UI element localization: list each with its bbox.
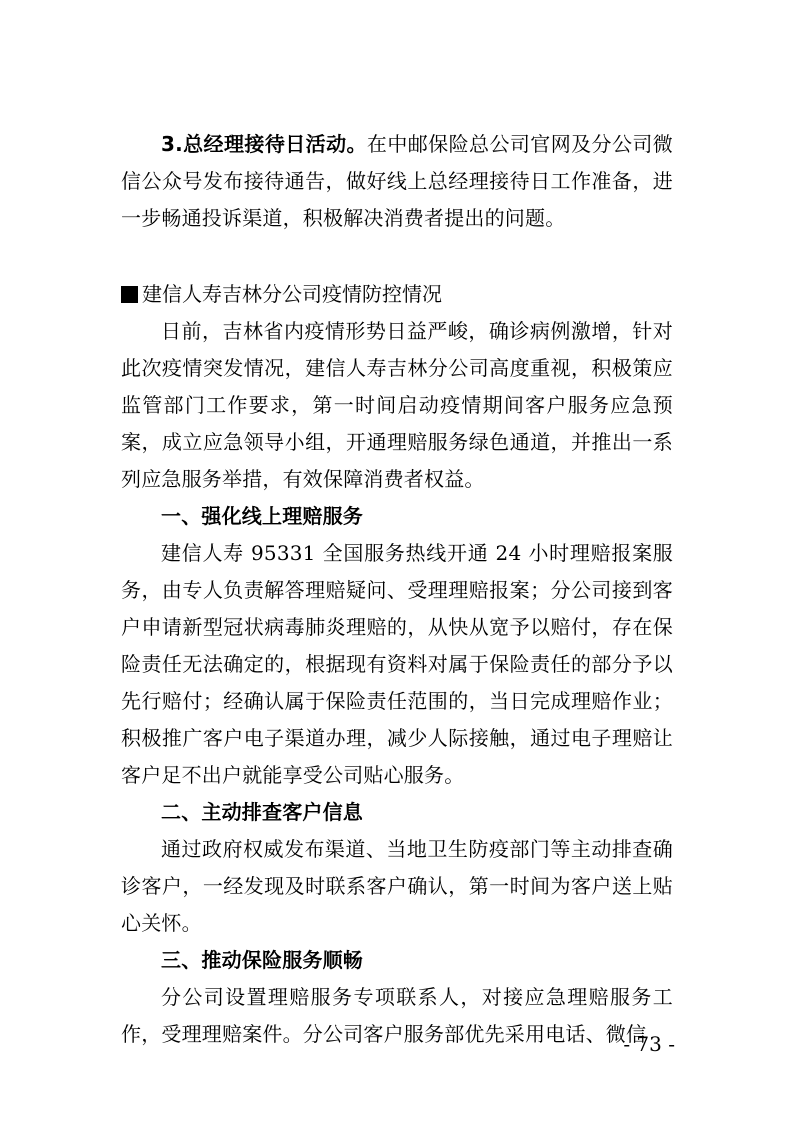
subheading-customer-screening: 二、主动排查客户信息 <box>161 800 363 824</box>
spacer <box>121 237 673 276</box>
paragraph-general-manager-day <box>121 126 673 237</box>
section-title-text: 建信人寿吉林分公司疫情防控情况 <box>142 282 442 306</box>
document-body <box>121 126 673 1053</box>
paragraph-online-claims: 建信人寿 95331 全国服务热线开通 24 小时理赔报案服务，由专人负责解答理赔疑问、受理理赔报案；分公司接到客户申请新型冠状病毒肺炎理赔的，从快从宽予以赔付，存在保险责任无法确定的，根据现有资料对属于保险责任的部分予以先行赔付；经确认属于保险责任范围的，当日完成理赔作业；积极推广客户电子渠道办理，减少人际接触，通过电子理赔让客户足不出户就能享受公司贴心服务。 <box>121 541 673 787</box>
section-intro: 日前，吉林省内疫情形势日益严峻，确诊病例激增，针对此次疫情突发情况，建信人寿吉林分公司高度重视，积极策应监管部门工作要求，第一时间启动疫情期间客户服务应急预案，成立应急领导小组，开通理赔服务绿色通道，并推出一系列应急服务举措，有效保障消费者权益。 <box>121 319 673 491</box>
page-number: - 73 - <box>623 1032 675 1056</box>
paragraph-service-smooth: 分公司设置理赔服务专项联系人，对接应急理赔服务工作，受理理赔案件。分公司客户服务部优先采用电话、微信 <box>121 985 673 1046</box>
paragraph-text: 在中邮保险总公司官网及分公司微信公众号发布接待通告，做好线上总经理接待日工作准备，进一步畅通投诉渠道，积极解决消费者提出的问题。 <box>121 132 674 230</box>
subheading-service-smooth: 三、推动保险服务顺畅 <box>161 948 363 972</box>
black-square-icon <box>121 286 138 303</box>
paragraph-lead: 3.总经理接待日活动。 <box>161 132 367 156</box>
section-title <box>121 276 673 313</box>
paragraph-customer-screening: 通过政府权威发布渠道、当地卫生防疫部门等主动排查确诊客户，一经发现及时联系客户确认，第一时间为客户送上贴心关怀。 <box>121 837 673 935</box>
subheading-online-claims: 一、强化线上理赔服务 <box>161 504 363 528</box>
